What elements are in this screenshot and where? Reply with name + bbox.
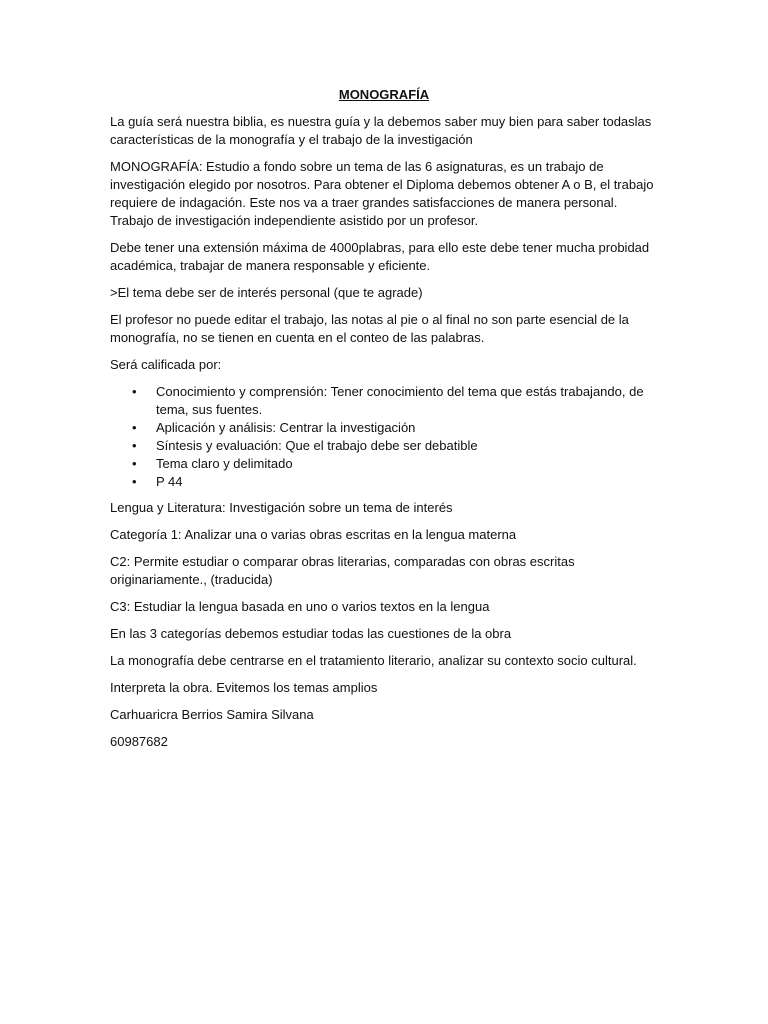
list-item — [110, 383, 658, 419]
paragraph-intro: La guía será nuestra biblia, es nuestra guía y la debemos saber muy bien para saber todaslas características de la monografía y el trabajo de la investigación — [110, 114, 652, 147]
author-id-number: 60987682 — [110, 734, 168, 749]
bullet-icon: • — [132, 456, 137, 471]
paragraph-literary-focus: La monografía debe centrarse en el tratamiento literario, analizar su contexto socio cultural. — [110, 653, 637, 668]
bullet-icon: • — [132, 384, 137, 399]
paragraph-teacher-role: El profesor no puede editar el trabajo, las notas al pie o al final no son parte esencial de la monografía, no se tienen en cuenta en el conteo de las palabras. — [110, 312, 629, 345]
criteria-list — [110, 383, 658, 491]
list-item-text: Conocimiento y comprensión: Tener conocimiento del tema que estás trabajando, de tema, sus fuentes. — [156, 384, 644, 417]
paragraph-topic-interest: >El tema debe ser de interés personal (que te agrade) — [110, 285, 423, 300]
list-item-text: Aplicación y análisis: Centrar la investigación — [156, 420, 416, 435]
paragraph-category-2: C2: Permite estudiar o comparar obras literarias, comparadas con obras escritas originariamente., (traducida) — [110, 554, 575, 587]
bullet-icon: • — [132, 474, 137, 489]
paragraph-category-1: Categoría 1: Analizar una o varias obras escritas en la lengua materna — [110, 527, 517, 542]
paragraph-language-literature: Lengua y Literatura: Investigación sobre un tema de interés — [110, 500, 453, 515]
paragraph-definition: MONOGRAFÍA: Estudio a fondo sobre un tema de las 6 asignaturas, es un trabajo de investigación elegido por nosotros. Para obtener el Diploma debemos obtener A o B, el trabajo requiere de indagación. Este nos va a traer grandes satisfacciones de manera personal. Trabajo de investigación independiente asistido por un profesor. — [110, 159, 654, 228]
list-item — [110, 473, 658, 491]
bullet-icon: • — [132, 420, 137, 435]
document-body — [110, 86, 658, 760]
list-item — [110, 419, 658, 437]
paragraph-category-3: C3: Estudiar la lengua basada en uno o varios textos en la lengua — [110, 599, 490, 614]
page-title: MONOGRAFÍA — [338, 87, 430, 102]
author-name: Carhuaricra Berrios Samira Silvana — [110, 707, 314, 722]
list-item — [110, 455, 658, 473]
bullet-icon: • — [132, 438, 137, 453]
list-item-text: P 44 — [156, 474, 183, 489]
list-item-text: Síntesis y evaluación: Que el trabajo debe ser debatible — [156, 438, 478, 453]
paragraph-extension: Debe tener una extensión máxima de 4000plabras, para ello este debe tener mucha probidad académica, trabajar de manera responsable y eficiente. — [110, 240, 650, 273]
paragraph-interpret: Interpreta la obra. Evitemos los temas amplios — [110, 680, 378, 695]
list-item — [110, 437, 658, 455]
list-item-text: Tema claro y delimitado — [156, 456, 293, 471]
paragraph-categories-note: En las 3 categorías debemos estudiar todas las cuestiones de la obra — [110, 626, 512, 641]
paragraph-grading-intro: Será calificada por: — [110, 357, 222, 372]
